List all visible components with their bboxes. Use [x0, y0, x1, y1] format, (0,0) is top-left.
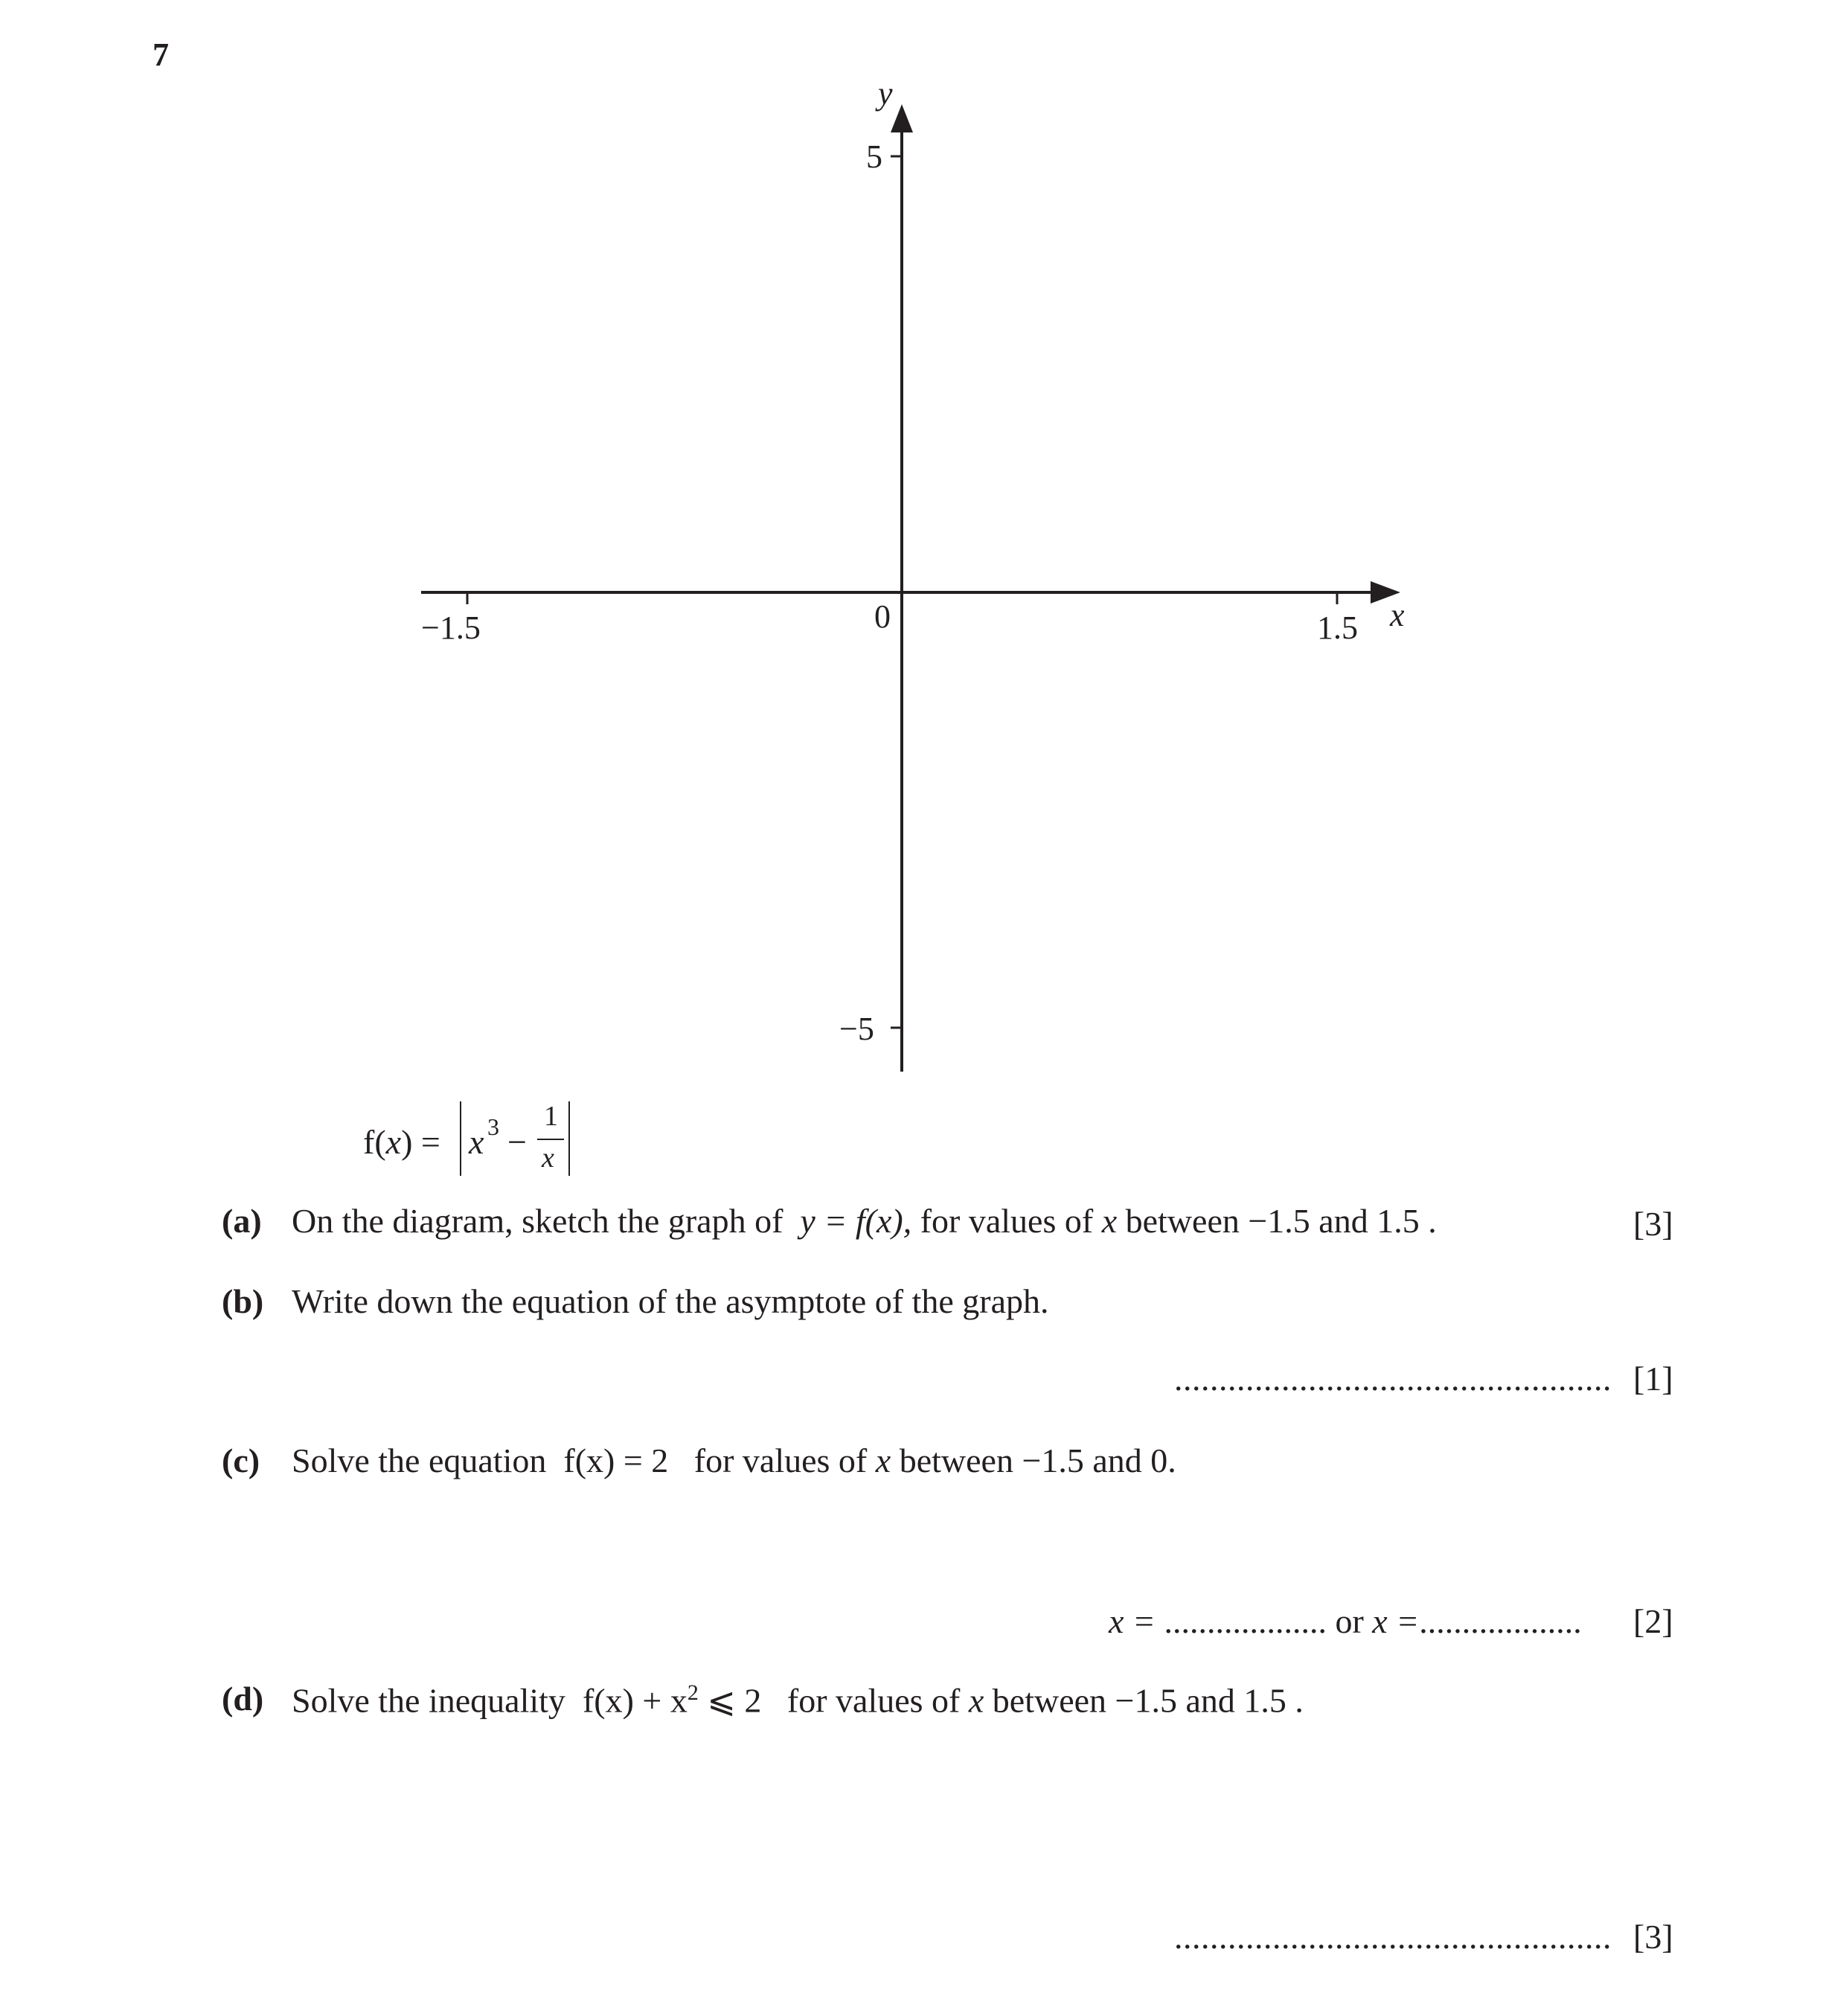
part-d-equation-rhs: ⩽ 2	[707, 1681, 762, 1720]
fraction-numerator: 1	[544, 1101, 558, 1132]
part-c-answer-line-1[interactable]: ...................	[1164, 1602, 1327, 1640]
origin-label: 0	[874, 598, 891, 635]
part-a	[222, 1204, 262, 1238]
part-a-marks: [3]	[1633, 1205, 1673, 1243]
part-c-var: x	[875, 1441, 891, 1479]
part-c-text	[292, 1441, 1176, 1479]
part-d-label: (d)	[222, 1680, 264, 1718]
function-minus: −	[507, 1123, 527, 1161]
part-d-text1: Solve the inequality	[292, 1681, 565, 1720]
function-var: x	[385, 1123, 402, 1161]
part-d-marks: [3]	[1633, 1918, 1673, 1956]
part-c	[222, 1441, 260, 1479]
part-b-answer-line[interactable]: .................................................	[1174, 1360, 1612, 1398]
part-d-equation-lhs: f(x) + x	[582, 1681, 688, 1720]
fraction-denominator	[542, 1142, 554, 1174]
y-axis-label: y	[878, 75, 893, 112]
part-d-var: x	[968, 1681, 984, 1720]
part-c-answer	[1109, 1601, 1582, 1641]
part-c-label: (c)	[222, 1441, 260, 1479]
part-c-text1: Solve the equation	[292, 1441, 547, 1479]
part-c-marks: [2]	[1633, 1602, 1673, 1640]
y-tick-label-max: 5	[866, 138, 882, 175]
part-c-answer-x1: x =	[1109, 1602, 1156, 1640]
y-axis-arrowhead	[891, 104, 913, 132]
part-b-marks: [1]	[1633, 1360, 1673, 1398]
fraction-bar	[537, 1139, 564, 1140]
function-term-var: x	[469, 1123, 484, 1161]
part-a-equation: y = f(x),	[800, 1202, 912, 1240]
part-c-text3: between −1.5 and 0.	[899, 1441, 1176, 1479]
part-c-answer-line-2[interactable]: ...................	[1419, 1602, 1582, 1640]
part-a-text3: between −1.5 and 1.5 .	[1125, 1202, 1437, 1240]
part-d	[222, 1682, 263, 1716]
part-d-text	[292, 1682, 1304, 1718]
fraction-denominator-var: x	[542, 1142, 554, 1174]
part-a-text1: On the diagram, sketch the graph of	[292, 1202, 783, 1240]
part-c-answer-or: or	[1335, 1602, 1364, 1640]
part-d-answer-line[interactable]: .................................................	[1174, 1918, 1612, 1956]
abs-bar-right	[568, 1101, 570, 1176]
part-a-text2: for values of	[920, 1202, 1094, 1240]
function-rhs: ) =	[401, 1123, 440, 1161]
x-tick-label-min: −1.5	[421, 609, 481, 646]
part-b-text: Write down the equation of the asymptote of the graph.	[292, 1282, 1049, 1320]
question-number: 7	[153, 36, 169, 73]
part-c-answer-x2: x =	[1372, 1602, 1420, 1640]
part-d-text3: between −1.5 and 1.5 .	[992, 1681, 1304, 1720]
abs-bar-left	[460, 1101, 461, 1176]
part-a-label: (a)	[222, 1202, 262, 1240]
function-power: 3	[487, 1113, 499, 1140]
part-d-equation-power: 2	[687, 1680, 699, 1705]
part-a-var: x	[1101, 1202, 1118, 1240]
function-lhs: f(	[363, 1123, 386, 1161]
x-tick-label-max: 1.5	[1317, 609, 1358, 646]
part-c-text2: for values of	[693, 1441, 868, 1479]
part-d-text2: for values of	[786, 1681, 961, 1720]
x-axis-label: x	[1390, 597, 1405, 633]
part-b	[222, 1284, 263, 1319]
function-term	[469, 1122, 484, 1162]
part-b-label: (b)	[222, 1282, 264, 1320]
part-c-equation: f(x) = 2	[563, 1441, 669, 1479]
part-a-text	[292, 1204, 1437, 1238]
y-tick-label-min: −5	[839, 1011, 874, 1047]
